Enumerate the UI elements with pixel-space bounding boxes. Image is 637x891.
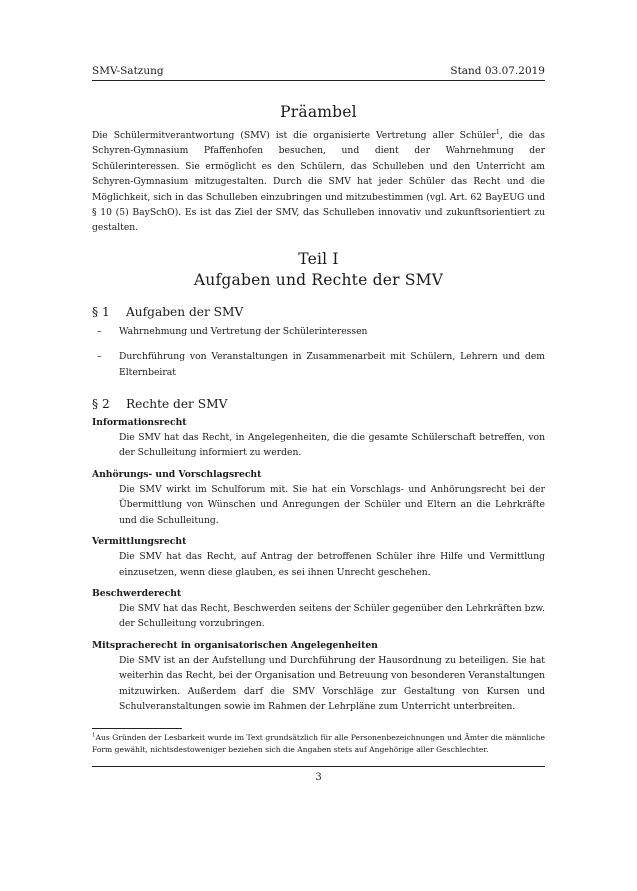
part-heading — [92, 249, 545, 291]
document-page — [92, 64, 545, 864]
footer-divider — [92, 766, 545, 767]
right-item-information — [92, 416, 545, 461]
footnote-divider — [92, 728, 182, 729]
right-item-mediation — [92, 535, 545, 580]
section-2-title: Rechte der SMV — [126, 397, 228, 412]
part-number: Teil I — [298, 249, 339, 268]
section-2-heading — [92, 396, 545, 412]
right-item-participation — [92, 639, 545, 715]
rights-list — [92, 416, 545, 714]
right-term: Informationsrecht — [92, 417, 187, 429]
right-description: Die SMV hat das Recht, auf Antrag der betroffenen Schüler ihre Hilfe und Vermittlung einzusetzen, wenn diese glauben, es sei ihnen Unrecht geschehen. — [119, 551, 545, 578]
header-title: SMV-Satzung — [92, 65, 164, 77]
right-term: Vermittlungsrecht — [92, 536, 187, 548]
list-item — [92, 324, 545, 339]
right-description: Die SMV wirkt im Schulforum mit. Sie hat ein Vorschlags- und Anhörungsrecht bei der Übermittlung von Wünschen und Anregungen der Schüler und Eltern an die Lehrkräfte und die Schulleitung. — [119, 483, 545, 526]
section-1-title: Aufgaben der SMV — [126, 304, 244, 319]
page-number: 3 — [315, 772, 322, 783]
footnote-number: 1 — [92, 732, 96, 739]
right-item-complaint — [92, 587, 545, 632]
footnote — [92, 732, 545, 756]
section-2-number: § 2 — [92, 397, 110, 412]
preamble-heading: Präambel — [280, 103, 357, 121]
right-term: Anhörungs- und Vorschlagsrecht — [92, 468, 262, 480]
right-term: Mitspracherecht in organisatorischen Angelegenheiten — [92, 639, 378, 651]
right-item-hearing — [92, 468, 545, 528]
list-item — [92, 349, 545, 380]
section-1-heading — [92, 304, 545, 320]
footnote-marker[interactable]: 1 — [495, 127, 500, 136]
list-item-text: Durchführung von Veranstaltungen in Zusammenarbeit mit Schülern, Lehrern und dem Elternbeirat — [119, 351, 545, 378]
section-1-number: § 1 — [92, 304, 110, 319]
footnote-text: Aus Gründen der Lesbarkeit wurde im Text grundsätzlich für alle Personenbezeichnungen und Ämter die männliche Form gewählt, nichtsdestoweniger beziehen sich die Angaben stets auf Angehörige aller Geschlechter. — [92, 733, 545, 754]
running-header — [92, 64, 545, 81]
dash-bullet: – — [97, 351, 102, 363]
list-item-text: Wahrnehmung und Vertretung der Schülerinteressen — [119, 325, 368, 337]
preamble-text-end: , die das Schyren-Gymnasium Pfaffenhofen besuchen, und dient der Wahrnehmung der Schülerinteressen. Sie ermöglicht es den Schülern, das Schulleben und den Unterricht am Schyren-Gymnasium mitzugestalten. Durch die SMV hat jeder Schüler das Recht und die Möglichkeit, sich in das Schulleben einzubringen und mitzubestimmen (vgl. Art. 62 BayEUG und § 10 (5) BaySchO). Es ist das Ziel der SMV, das Schulleben innovativ und zukunftsorientiert zu gestalten. — [92, 130, 546, 234]
preamble-text-start: Die Schülermitverantwortung (SMV) ist die organisierte Vertretung aller Schüler — [92, 130, 496, 141]
right-term: Beschwerderecht — [92, 587, 182, 599]
dash-bullet: – — [97, 325, 102, 337]
right-description: Die SMV hat das Recht, in Angelegenheiten, die die gesamte Schülerschaft betreffen, von der Schulleitung informiert zu werden. — [119, 432, 545, 459]
preamble-paragraph — [92, 128, 545, 236]
header-date: Stand 03.07.2019 — [450, 65, 545, 77]
right-description: Die SMV hat das Recht, Beschwerden seitens der Schüler gegenüber den Lehrkräften bzw. der Schulleitung vorzubringen. — [119, 602, 545, 630]
section-1-list — [92, 324, 545, 380]
right-description: Die SMV ist an der Aufstellung und Durchführung der Hausordnung zu beteiligen. Sie hat weiterhin das Recht, bei der Organisation und Betreuung von besonderen Veranstaltungen mitzuwirken. Außerdem darf die SMV Vorschläge zur Gestaltung von Kursen und Schulveranstaltungen sowie im Rahmen der Lehrpläne zum Unterricht unterbreiten. — [119, 654, 545, 712]
part-title: Aufgaben und Rechte der SMV — [193, 270, 444, 289]
